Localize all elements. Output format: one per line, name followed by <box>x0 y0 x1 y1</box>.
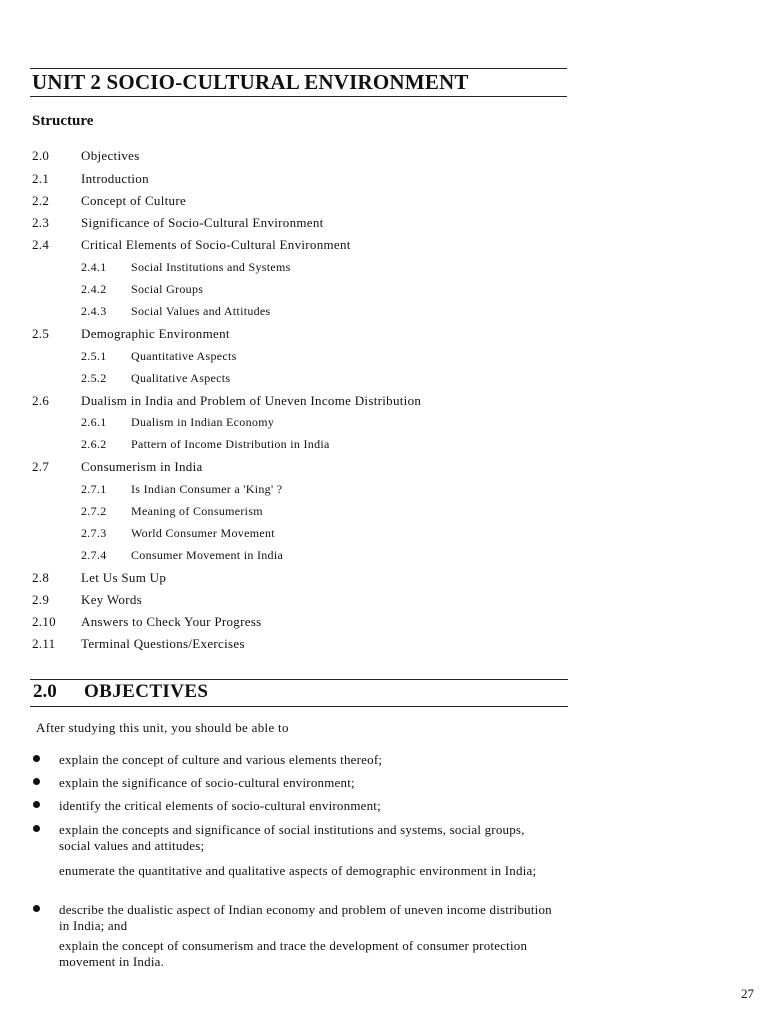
bullet-icon <box>33 755 40 762</box>
toc-item-label: Meaning of Consumerism <box>131 504 263 518</box>
toc-item-number: 2.7.1 <box>81 482 107 496</box>
toc-item-number: 2.4 <box>32 237 50 252</box>
toc-item-label: Dualism in India and Problem of Uneven Income Distribution <box>81 393 422 408</box>
bullet-icon <box>33 825 40 832</box>
toc-item-number: 2.7.3 <box>81 526 107 540</box>
objective-text: explain the concept of consumerism and trace the development of consumer protection movement in India. <box>59 938 528 969</box>
toc-item-label: Terminal Questions/Exercises <box>81 636 245 651</box>
toc-item-label: World Consumer Movement <box>131 526 275 540</box>
toc-item-label: Answers to Check Your Progress <box>81 614 262 629</box>
toc-item-number: 2.6.2 <box>81 437 107 451</box>
toc-item-label: Concept of Culture <box>81 193 187 208</box>
objectives-intro: After studying this unit, you should be able to <box>36 720 289 735</box>
toc-item-label: Let Us Sum Up <box>81 570 167 585</box>
toc-item-number: 2.11 <box>32 636 56 651</box>
structure-heading: Structure <box>32 113 94 129</box>
toc-item-number: 2.6.1 <box>81 415 107 429</box>
objectives-section-number: 2.0 <box>33 681 57 702</box>
toc-item-number: 2.7 <box>32 459 50 474</box>
toc-item-label: Introduction <box>81 171 149 186</box>
objective-text: describe the dualistic aspect of Indian economy and problem of uneven income distribution in India; and <box>59 902 552 933</box>
toc-item-label: Social Values and Attitudes <box>131 304 271 318</box>
toc-item-label: Consumer Movement in India <box>131 548 284 562</box>
toc-item-number: 2.4.3 <box>81 304 107 318</box>
bullet-icon <box>33 801 40 808</box>
toc-item-number: 2.0 <box>32 148 50 163</box>
toc-item-label: Pattern of Income Distribution in India <box>131 437 330 451</box>
toc-item-number: 2.7.4 <box>81 548 107 562</box>
objective-text: explain the significance of socio-cultural environment; <box>59 775 355 790</box>
toc-item-label: Significance of Socio-Cultural Environment <box>81 215 324 230</box>
objective-text: explain the concepts and significance of social institutions and systems, social groups, social values and attitudes; <box>59 822 525 853</box>
toc-item-label: Is Indian Consumer a 'King' ? <box>131 482 283 496</box>
toc-item-label: Key Words <box>81 592 142 607</box>
toc-item-label: Dualism in Indian Economy <box>131 415 275 429</box>
toc-item-label: Demographic Environment <box>81 326 230 341</box>
toc-item-label: Objectives <box>81 148 140 163</box>
toc-item-number: 2.3 <box>32 215 50 230</box>
objective-text: explain the concept of culture and various elements thereof; <box>59 752 383 767</box>
bullet-icon <box>33 905 40 912</box>
toc-item-number: 2.4.2 <box>81 282 107 296</box>
toc-item-number: 2.5.2 <box>81 371 107 385</box>
toc-item-number: 2.4.1 <box>81 260 107 274</box>
toc-item-label: Quantitative Aspects <box>131 349 237 363</box>
toc-item-number: 2.7.2 <box>81 504 107 518</box>
toc-item-number: 2.8 <box>32 570 50 585</box>
page-number: 27 <box>741 986 754 1001</box>
objective-text: identify the critical elements of socio-cultural environment; <box>59 798 381 813</box>
toc-item-label: Consumerism in India <box>81 459 203 474</box>
toc-item-label: Qualitative Aspects <box>131 371 231 385</box>
toc-item-label: Critical Elements of Socio-Cultural Environment <box>81 237 351 252</box>
toc-item-label: Social Groups <box>131 282 204 296</box>
unit-header <box>30 68 567 97</box>
objectives-header <box>30 679 568 707</box>
toc-item-number: 2.9 <box>32 592 50 607</box>
toc-item-number: 2.2 <box>32 193 50 208</box>
toc-item-number: 2.1 <box>32 171 50 186</box>
toc-item-number: 2.6 <box>32 393 50 408</box>
toc-item-number: 2.5.1 <box>81 349 107 363</box>
toc-item-number: 2.10 <box>32 614 56 629</box>
objectives-title: OBJECTIVES <box>84 681 209 702</box>
toc-item-label: Social Institutions and Systems <box>131 260 291 274</box>
unit-title: UNIT 2 SOCIO-CULTURAL ENVIRONMENT <box>32 70 469 94</box>
toc-item-number: 2.5 <box>32 326 50 341</box>
bullet-icon <box>33 778 40 785</box>
objective-text: enumerate the quantitative and qualitative aspects of demographic environment in India; <box>59 863 537 878</box>
